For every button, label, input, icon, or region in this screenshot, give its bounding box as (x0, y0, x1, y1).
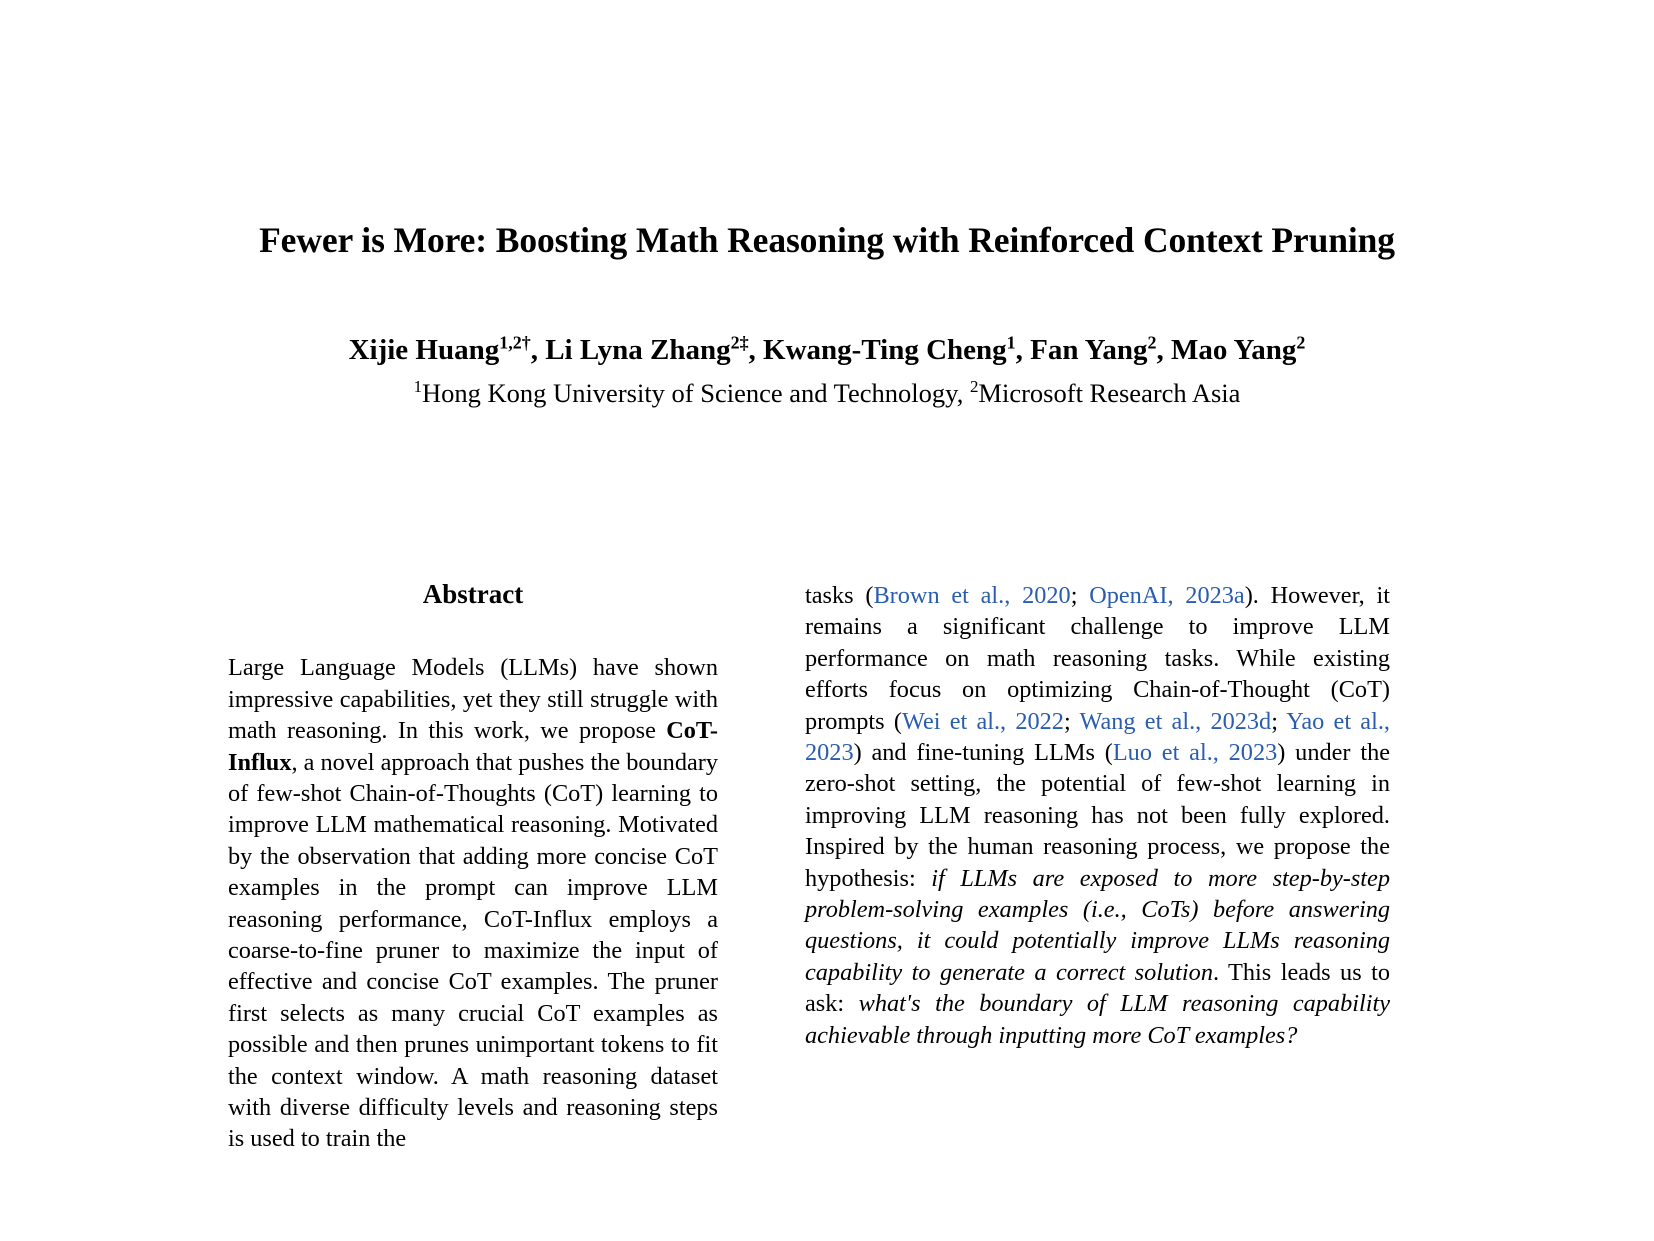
author-separator-3: , (1015, 334, 1031, 366)
abstract-body (228, 652, 718, 1155)
citation-link-wang-2023d[interactable]: Wang et al., 2023d (1079, 707, 1272, 735)
intro-seg-1: tasks ( (805, 582, 874, 609)
introduction-body (805, 580, 1390, 1051)
author-sup-1: 1,2† (499, 332, 531, 353)
author-separator-4: , (1156, 334, 1172, 366)
abstract-column (228, 578, 718, 1155)
affiliation-separator: , (956, 378, 970, 408)
citation-link-openai-2023a[interactable]: OpenAI, 2023a (1089, 582, 1245, 609)
citation-link-brown-2020[interactable]: Brown et al., 2020 (873, 582, 1071, 609)
intro-seg-3: ). However, it remains a significant challenge to improve LLM performance on math reasoning tasks. While existing efforts focus on optimizing Chain-of-Thought (CoT) prompts ( (805, 582, 1391, 735)
abstract-heading: Abstract (422, 579, 524, 609)
introduction-column (805, 580, 1390, 1051)
affiliation-name-1: Hong Kong University of Science and Technology (422, 378, 957, 408)
citation-link-yao-2023[interactable]: Yao et al., 2023 (805, 707, 1390, 767)
intro-seg-2: ; (1070, 582, 1090, 609)
author-name-5: Mao Yang (1171, 334, 1297, 366)
author-sup-5: 2 (1296, 332, 1306, 353)
abstract-text-part-2: , a novel approach that pushes the boundary of few-shot Chain-of-Thoughts (CoT) learning to improve LLM mathematical reasoning. Motivated by the observation that adding more concise CoT examples in the prompt can improve LLM reasoning performance, CoT-Influx employs a coarse-to-fine pruner to maximize the input of effective and concise CoT examples. The pruner first selects as many crucial CoT examples as possible and then prunes unimportant tokens to fit the context window. A math reasoning dataset with diverse difficulty levels and reasoning steps is used to train the (228, 748, 718, 1153)
intro-seg-8: . This leads us to ask: (805, 958, 1390, 1018)
method-name: CoT-Influx (228, 717, 718, 776)
author-list (135, 333, 1519, 368)
author-name-4: Fan Yang (1030, 334, 1148, 366)
affiliation-list (135, 377, 1519, 409)
abstract-text-part-1: Large Language Models (LLMs) have shown impressive capabilities, yet they still struggle with math reasoning. In this work, we propose (228, 654, 718, 745)
author-separator-1: , (530, 334, 546, 366)
author-sup-4: 2 (1147, 332, 1157, 353)
intro-question-italic: what's the boundary of LLM reasoning capability achievable through inputting more CoT examples? (805, 990, 1391, 1049)
page-title: Fewer is More: Boosting Math Reasoning with Reinforced Context Pruning (259, 219, 1395, 260)
intro-seg-7: ) under the zero-shot setting, the potential of few-shot learning in improving LLM reasoning has not been fully explored. Inspired by the human reasoning process, we propose the hypothesis: (805, 739, 1390, 892)
intro-seg-4: ; (1063, 707, 1080, 735)
author-separator-2: , (748, 334, 764, 366)
author-sup-2: 2‡ (730, 332, 749, 353)
intro-hypothesis-italic: if LLMs are exposed to more step-by-step problem-solving examples (i.e., CoTs) before answering questions, it could potentially improve LLMs reasoning capability to generate a correct solution (805, 864, 1390, 986)
intro-seg-6: ) and fine-tuning LLMs ( (853, 739, 1113, 767)
citation-link-luo-2023[interactable]: Luo et al., 2023 (1112, 739, 1278, 767)
affiliation-name-2: Microsoft Research Asia (978, 378, 1241, 408)
author-name-1: Xijie Huang (348, 334, 500, 366)
author-name-3: Kwang-Ting Cheng (763, 334, 1007, 366)
citation-link-wei-2022[interactable]: Wei et al., 2022 (901, 707, 1064, 735)
affiliation-sup-1: 1 (413, 377, 423, 397)
author-sup-3: 1 (1006, 332, 1016, 353)
author-name-2: Li Lyna Zhang (545, 334, 731, 366)
intro-seg-5: ; (1271, 707, 1287, 735)
affiliation-sup-2: 2 (969, 377, 979, 397)
